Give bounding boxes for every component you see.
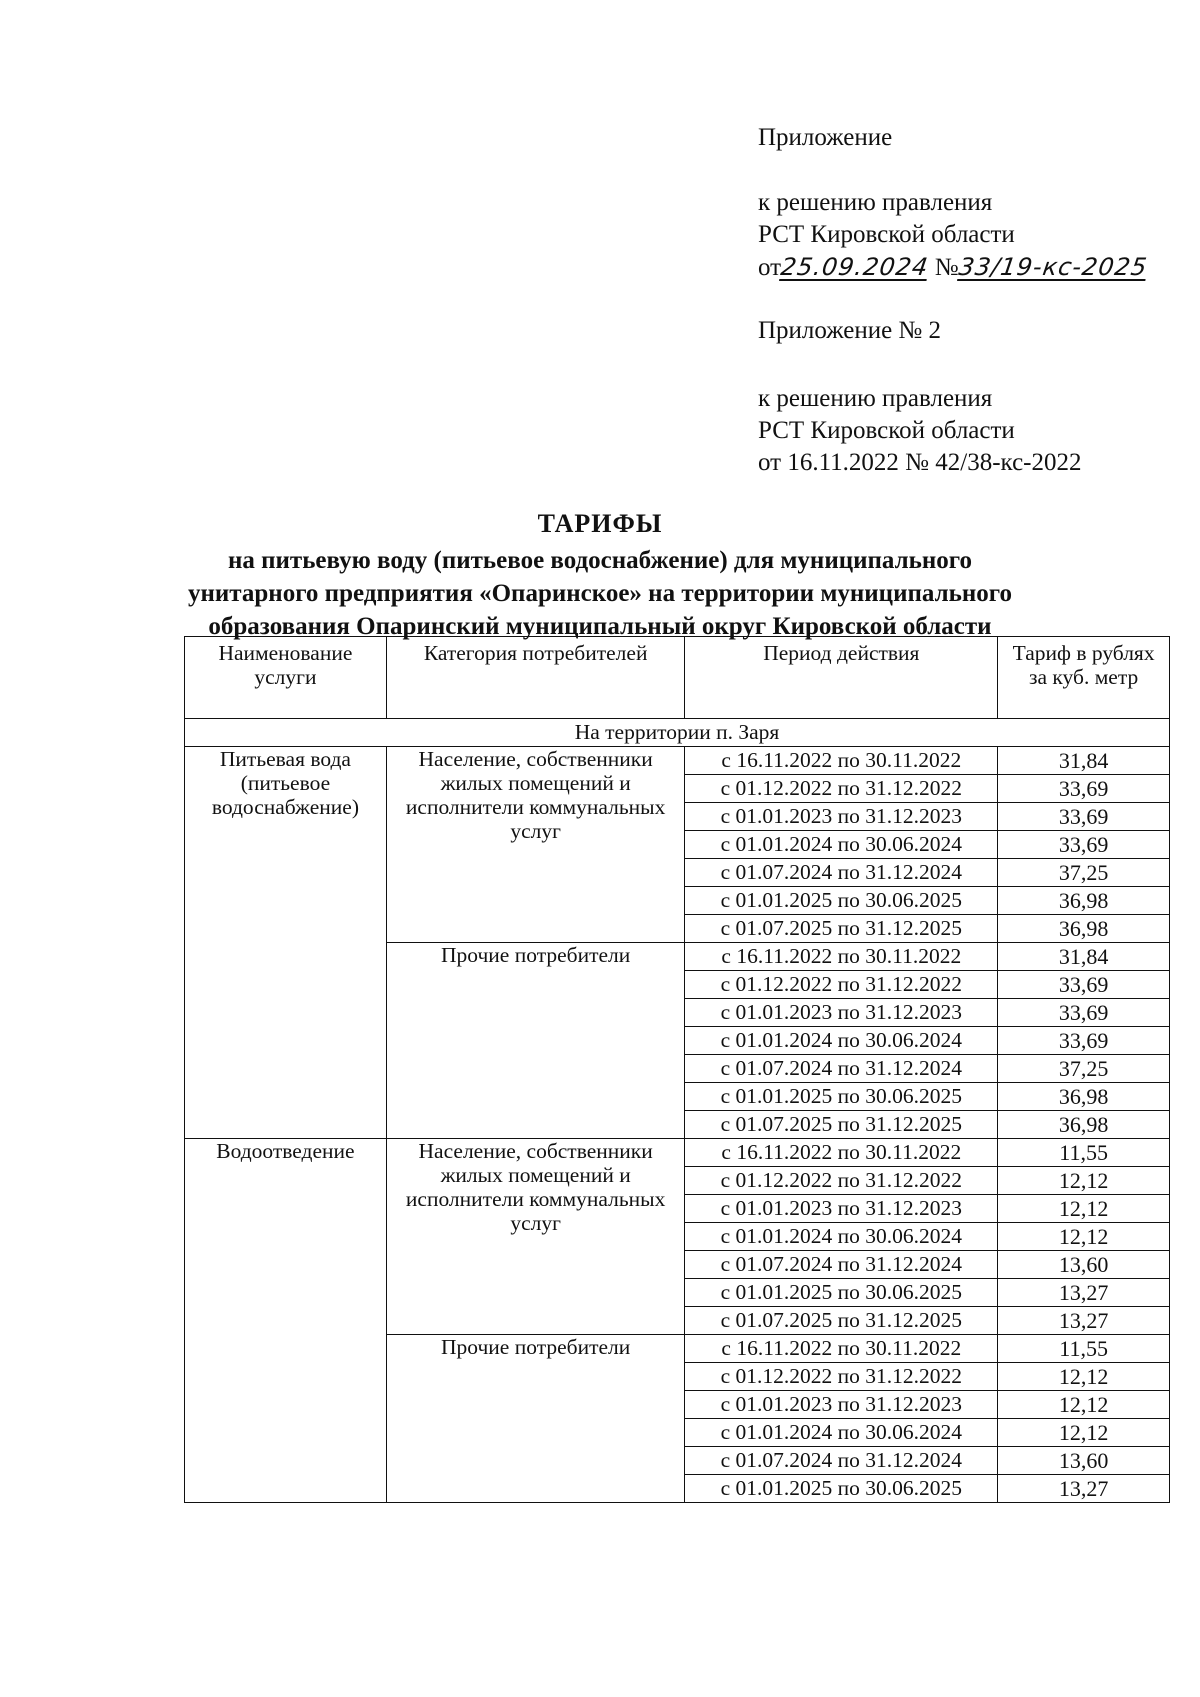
consumer-category: Прочие потребители [386,943,685,1139]
tariff-value-cell: 33,69 [998,775,1170,803]
period-cell: с 16.11.2022 по 30.11.2022 [685,1335,998,1363]
appendix-2-decision-block [758,383,1082,479]
period-cell: с 01.01.2023 по 31.12.2023 [685,803,998,831]
tariff-value-cell: 33,69 [998,803,1170,831]
tariff-value-cell: 33,69 [998,971,1170,999]
tariff-value-cell: 31,84 [998,747,1170,775]
period-cell: с 16.11.2022 по 30.11.2022 [685,747,998,775]
period-cell: с 01.07.2025 по 31.12.2025 [685,1111,998,1139]
period-cell: с 01.01.2025 по 30.06.2025 [685,1279,998,1307]
section-title: На территории п. Заря [185,719,1170,747]
tariff-value-cell: 36,98 [998,915,1170,943]
tariff-value-cell: 36,98 [998,1083,1170,1111]
period-cell: с 01.01.2024 по 30.06.2024 [685,1223,998,1251]
tariff-value-cell: 12,12 [998,1223,1170,1251]
tariff-value-cell: 37,25 [998,1055,1170,1083]
period-cell: с 01.01.2023 по 31.12.2023 [685,1391,998,1419]
tariff-value-cell: 33,69 [998,831,1170,859]
period-cell: с 01.07.2024 по 31.12.2024 [685,1251,998,1279]
tariff-value-cell: 11,55 [998,1335,1170,1363]
tariff-value-cell: 33,69 [998,1027,1170,1055]
table-row [185,747,1170,775]
document-title: ТАРИФЫ [537,509,663,538]
period-cell: с 01.01.2024 по 30.06.2024 [685,831,998,859]
decision-2-line-3: от 16.11.2022 № 42/38-кс-2022 [758,449,1082,476]
section-row [185,719,1170,747]
decision-line-1: к решению правления [758,189,993,216]
column-header-period: Период действия [685,637,998,719]
number-prefix: № [934,254,959,281]
date-prefix: от [758,254,782,281]
document-subtitle [0,544,1200,643]
table-row [185,1139,1170,1167]
period-cell: с 01.01.2024 по 30.06.2024 [685,1027,998,1055]
period-cell: с 01.12.2022 по 31.12.2022 [685,971,998,999]
appendix-decision-block [758,187,1147,284]
subtitle-line-2: унитарного предприятия «Опаринское» на территории муниципального [188,580,1012,607]
tariff-value-cell: 12,12 [998,1195,1170,1223]
tariff-value-cell: 36,98 [998,887,1170,915]
tariff-value-cell: 13,27 [998,1475,1170,1503]
tariff-value-cell: 36,98 [998,1111,1170,1139]
consumer-category: Население, собственники жилых помещений и исполнители коммунальных услуг [386,1139,685,1335]
period-cell: с 01.07.2024 по 31.12.2024 [685,1055,998,1083]
period-cell: с 01.01.2023 по 31.12.2023 [685,1195,998,1223]
tariff-value-cell: 13,27 [998,1307,1170,1335]
tariff-table [184,636,1170,1503]
period-cell: с 16.11.2022 по 30.11.2022 [685,943,998,971]
handwritten-number: 33/19-кс-2025 [956,253,1149,281]
decision-2-line-1: к решению правления [758,385,993,412]
period-cell: с 01.01.2025 по 30.06.2025 [685,1475,998,1503]
decision-line-2: РСТ Кировской области [758,221,1015,248]
decision-date-line [758,251,1147,284]
subtitle-line-3: образования Опаринский муниципальный округ Кировской области [208,613,992,640]
period-cell: с 01.01.2023 по 31.12.2023 [685,999,998,1027]
tariff-value-cell: 12,12 [998,1419,1170,1447]
tariff-value-cell: 12,12 [998,1167,1170,1195]
tariff-value-cell: 13,60 [998,1447,1170,1475]
appendix-2-header [758,315,941,347]
period-cell: с 01.07.2024 по 31.12.2024 [685,1447,998,1475]
tariff-value-cell: 37,25 [998,859,1170,887]
tariff-value-cell: 31,84 [998,943,1170,971]
consumer-category: Население, собственники жилых помещений и исполнители коммунальных услуг [386,747,685,943]
period-cell: с 01.12.2022 по 31.12.2022 [685,775,998,803]
period-cell: с 01.01.2025 по 30.06.2025 [685,1083,998,1111]
appendix-header [758,122,892,154]
period-cell: с 01.07.2025 по 31.12.2025 [685,1307,998,1335]
handwritten-date: 25.09.2024 [779,253,931,281]
subtitle-line-1: на питьевую воду (питьевое водоснабжение) для муниципального [227,547,973,574]
consumer-category: Прочие потребители [386,1335,685,1503]
service-name: Питьевая вода (питьевое водоснабжение) [185,747,387,1139]
period-cell: с 01.12.2022 по 31.12.2022 [685,1167,998,1195]
table-header-row [185,637,1170,719]
tariff-value-cell: 11,55 [998,1139,1170,1167]
period-cell: с 01.01.2025 по 30.06.2025 [685,887,998,915]
appendix-title: Приложение [758,124,893,151]
tariff-value-cell: 13,60 [998,1251,1170,1279]
period-cell: с 01.12.2022 по 31.12.2022 [685,1363,998,1391]
column-header-service: Наименование услуги [185,637,387,719]
decision-2-line-2: РСТ Кировской области [758,417,1015,444]
tariff-value-cell: 33,69 [998,999,1170,1027]
column-header-category: Категория потребителей [386,637,685,719]
period-cell: с 16.11.2022 по 30.11.2022 [685,1139,998,1167]
period-cell: с 01.07.2025 по 31.12.2025 [685,915,998,943]
period-cell: с 01.01.2024 по 30.06.2024 [685,1419,998,1447]
service-name: Водоотведение [185,1139,387,1503]
column-header-tariff: Тариф в рублях за куб. метр [998,637,1170,719]
appendix-2-title: Приложение № 2 [758,317,942,344]
tariff-value-cell: 12,12 [998,1391,1170,1419]
tariff-value-cell: 13,27 [998,1279,1170,1307]
period-cell: с 01.07.2024 по 31.12.2024 [685,859,998,887]
tariff-value-cell: 12,12 [998,1363,1170,1391]
